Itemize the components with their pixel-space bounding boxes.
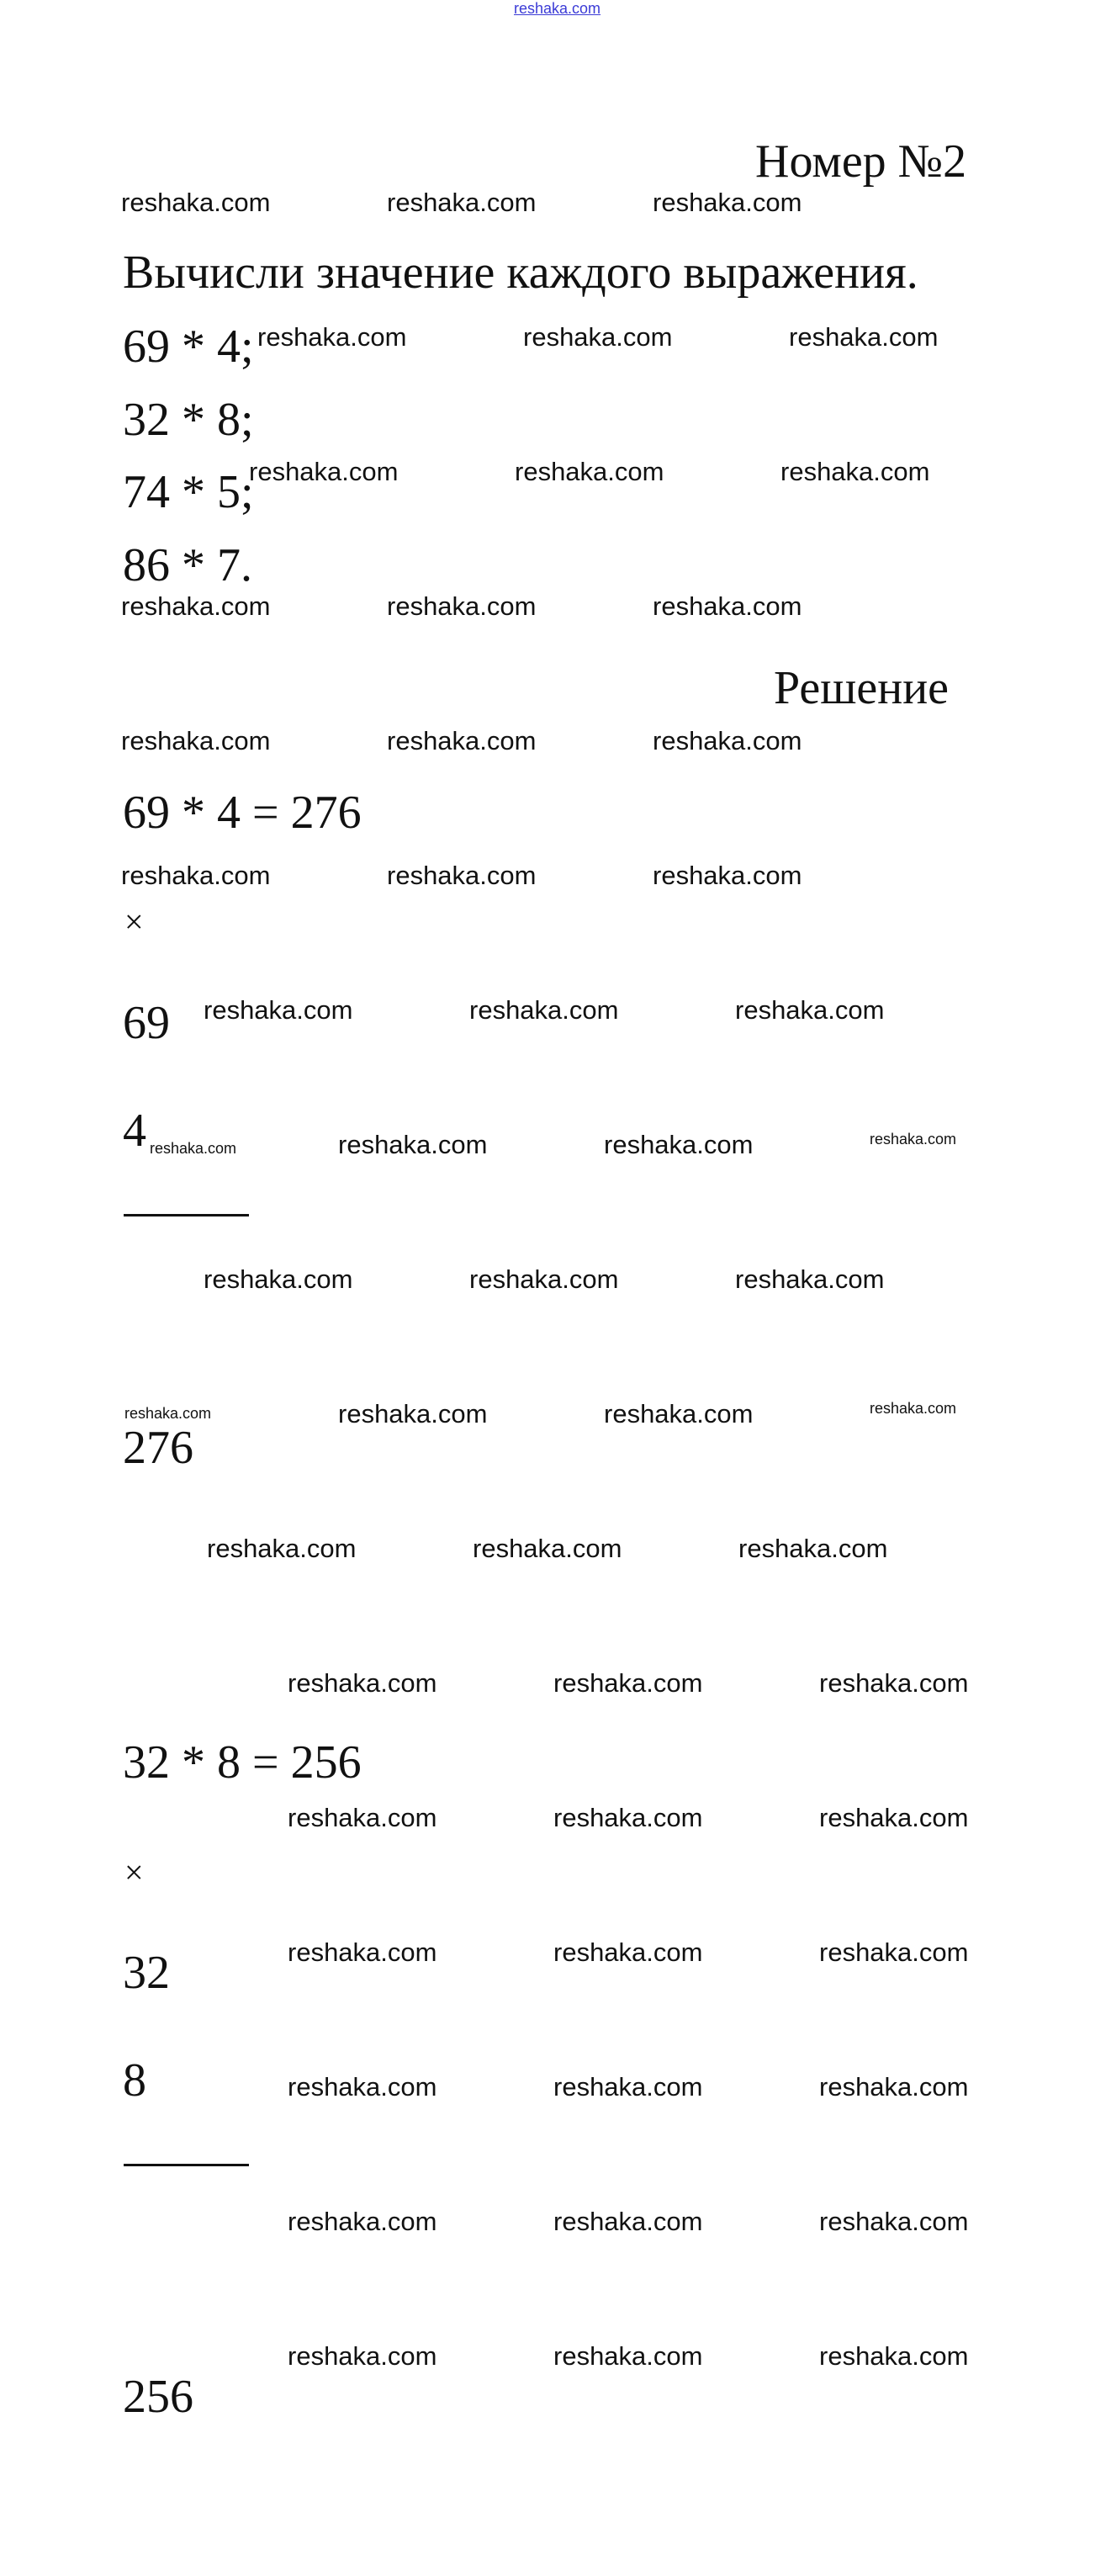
watermark-logo: reshaka.com [523, 322, 673, 352]
solution-1-multiplier: 4 [123, 1105, 146, 1157]
watermark-logo: reshaka.com [150, 1140, 237, 1157]
watermark-logo: reshaka.com [121, 188, 271, 217]
watermark-logo: reshaka.com [553, 1803, 703, 1832]
watermark-logo: reshaka.com [738, 1534, 888, 1563]
reshaka-header-link[interactable]: reshaka.com [514, 0, 601, 17]
expression-4: 86 * 7. [123, 539, 252, 591]
solution-title: Решение [774, 662, 950, 714]
watermark-logo: reshaka.com [204, 995, 353, 1025]
watermark-logo: reshaka.com [604, 1130, 754, 1159]
watermark-logo: reshaka.com [249, 457, 399, 486]
watermark-logo: reshaka.com [288, 1937, 437, 1967]
watermark-logo: reshaka.com [870, 1131, 957, 1148]
watermark-logo: reshaka.com [387, 726, 537, 755]
watermark-logo: reshaka.com [819, 2072, 969, 2102]
watermark-logo: reshaka.com [780, 457, 930, 486]
solution-2-multiplier: 8 [123, 2054, 146, 2107]
watermark-logo: reshaka.com [288, 1668, 437, 1698]
solution-1-result: 276 [123, 1422, 193, 1474]
expression-2: 32 * 8; [123, 394, 254, 446]
watermark-logo: reshaka.com [338, 1399, 488, 1428]
watermark-logo: reshaka.com [735, 1264, 885, 1294]
solution-2-equation: 32 * 8 = 256 [123, 1736, 362, 1789]
watermark-logo: reshaka.com [553, 2341, 703, 2371]
watermark-logo: reshaka.com [789, 322, 939, 352]
watermark-logo: reshaka.com [469, 995, 619, 1025]
multiply-sign: × [124, 903, 144, 941]
watermark-logo: reshaka.com [207, 1534, 357, 1563]
watermark-logo: reshaka.com [288, 1803, 437, 1832]
watermark-logo: reshaka.com [819, 1668, 969, 1698]
watermark-logo: reshaka.com [387, 591, 537, 621]
watermark-logo: reshaka.com [735, 995, 885, 1025]
watermark-logo: reshaka.com [553, 2207, 703, 2236]
watermark-logo: reshaka.com [124, 1405, 212, 1422]
watermark-logo: reshaka.com [121, 591, 271, 621]
watermark-logo: reshaka.com [515, 457, 664, 486]
watermark-logo: reshaka.com [819, 2341, 969, 2371]
solution-1-multiplicand: 69 [123, 997, 170, 1049]
solution-2-multiplicand: 32 [123, 1947, 170, 1999]
watermark-logo: reshaka.com [653, 726, 802, 755]
watermark-logo: reshaka.com [653, 188, 802, 217]
watermark-logo: reshaka.com [257, 322, 407, 352]
watermark-logo: reshaka.com [819, 1803, 969, 1832]
watermark-logo: reshaka.com [288, 2072, 437, 2102]
watermark-logo: reshaka.com [653, 591, 802, 621]
watermark-logo: reshaka.com [121, 861, 271, 890]
watermark-logo: reshaka.com [387, 861, 537, 890]
solution-1-equation: 69 * 4 = 276 [123, 787, 362, 839]
watermark-logo: reshaka.com [204, 1264, 353, 1294]
watermark-logo: reshaka.com [121, 726, 271, 755]
task-prompt: Вычисли значение каждого выражения. [123, 246, 918, 299]
watermark-logo: reshaka.com [473, 1534, 622, 1563]
solution-2-result: 256 [123, 2371, 193, 2423]
watermark-logo: reshaka.com [870, 1400, 957, 1417]
expression-3: 74 * 5; [123, 466, 254, 518]
watermark-logo: reshaka.com [338, 1130, 488, 1159]
solution-1-result-rule [124, 1214, 249, 1216]
watermark-logo: reshaka.com [604, 1399, 754, 1428]
expression-1: 69 * 4; [123, 321, 254, 373]
watermark-logo: reshaka.com [819, 2207, 969, 2236]
task-number-title: Номер №2 [755, 135, 967, 188]
multiply-sign: × [124, 1853, 144, 1891]
watermark-logo: reshaka.com [469, 1264, 619, 1294]
watermark-logo: reshaka.com [553, 2072, 703, 2102]
watermark-logo: reshaka.com [819, 1937, 969, 1967]
watermark-logo: reshaka.com [387, 188, 537, 217]
watermark-logo: reshaka.com [553, 1668, 703, 1698]
watermark-logo: reshaka.com [288, 2207, 437, 2236]
solution-2-result-rule [124, 2164, 249, 2166]
watermark-logo: reshaka.com [653, 861, 802, 890]
watermark-logo: reshaka.com [553, 1937, 703, 1967]
watermark-logo: reshaka.com [288, 2341, 437, 2371]
